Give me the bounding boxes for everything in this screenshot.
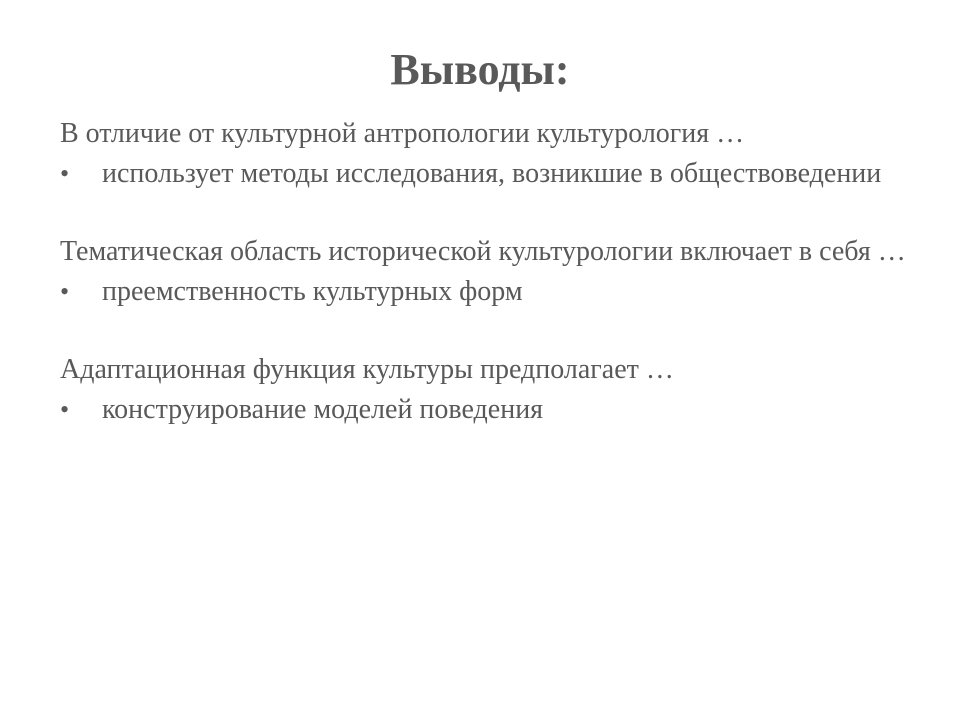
answer-item xyxy=(60,276,920,308)
qa-block-3 xyxy=(60,350,920,426)
answer-text: использует методы исследования, возникшие в обществоведении xyxy=(102,158,882,189)
qa-block-2 xyxy=(60,232,920,308)
question-text: Тематическая область исторической культурологии включает в себя … xyxy=(60,236,906,267)
bullet-icon: • xyxy=(60,159,70,188)
bullet-icon: • xyxy=(60,277,70,306)
slide-content xyxy=(60,114,920,426)
answer-text: преемственность культурных форм xyxy=(102,276,523,307)
qa-block-1 xyxy=(60,114,920,190)
answer-item xyxy=(60,394,920,426)
bullet-icon: • xyxy=(60,395,70,424)
answer-text: конструирование моделей поведения xyxy=(102,394,544,425)
slide-title: Выводы: xyxy=(390,45,570,94)
question-text: Адаптационная функция культуры предполагает … xyxy=(60,354,674,385)
question-text: В отличие от культурной антропологии культурология … xyxy=(60,118,745,149)
answer-item xyxy=(60,158,920,190)
